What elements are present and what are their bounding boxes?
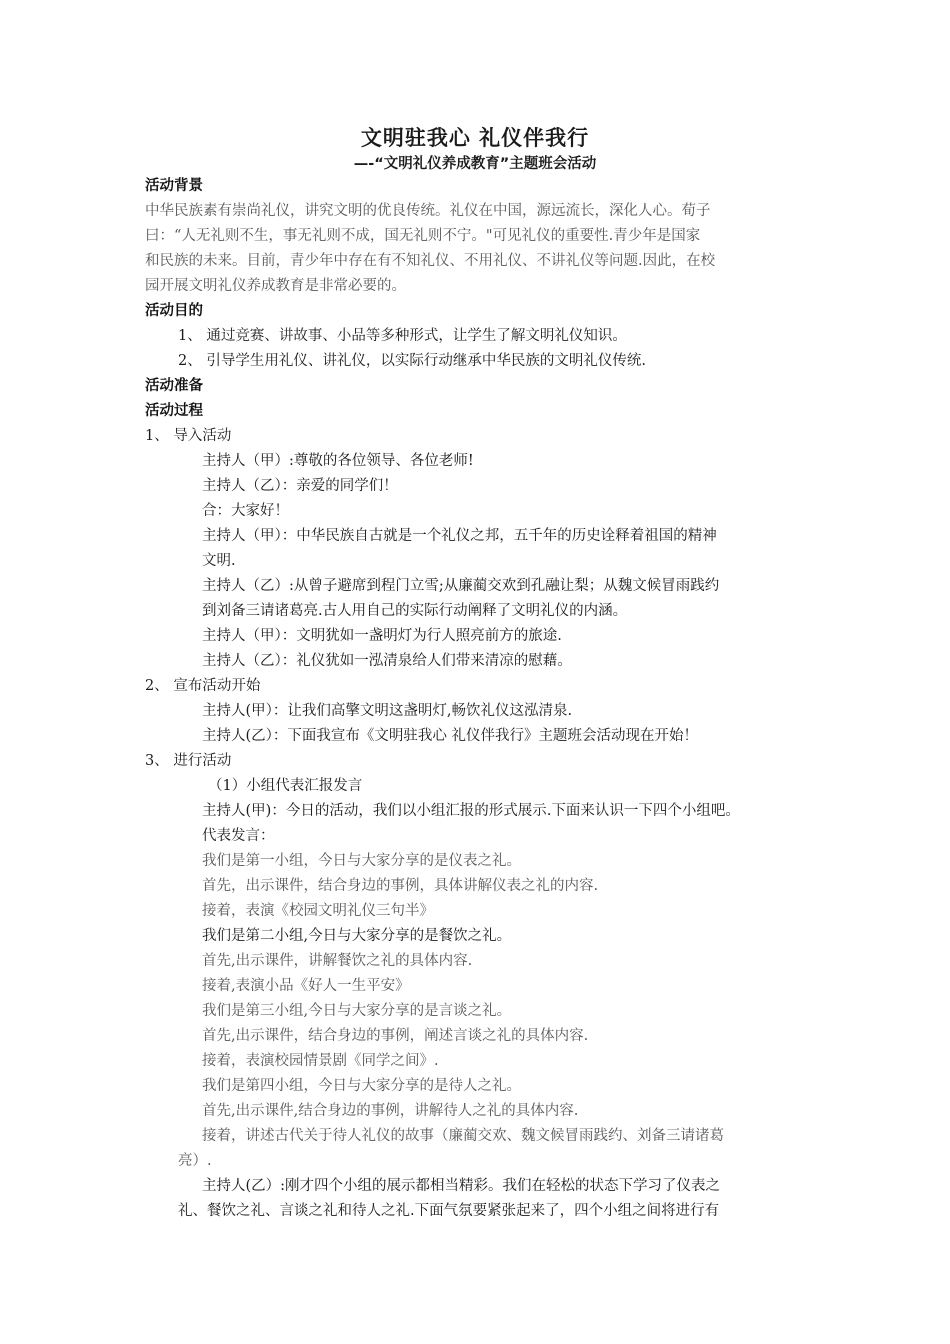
dialogue-line: 主持人（甲）：中华民族自古就是一个礼仪之邦，五千年的历史诠释着祖国的精神 [202, 528, 717, 544]
paragraph-line: 中华民族素有崇尚礼仪，讲究文明的优良传统。礼仪在中国，源远流长，深化人心。荀子 [145, 203, 711, 219]
report-line: 接着，讲述古代关于待人礼仪的故事（廉蔺交欢、魏文候冒雨践约、刘备三请诸葛 [202, 1128, 724, 1144]
report-line: 接着，表演《校园文明礼仪三句半》 [202, 903, 434, 919]
report-line: 首先,出示课件，结合身边的事例，阐述言谈之礼的具体内容. [202, 1028, 589, 1044]
step-label-announce: 2、 宣布活动开始 [145, 678, 261, 694]
dialogue-line: 主持人(乙）:刚才四个小组的展示都相当精彩。我们在轻松的状态下学习了仪表之 [202, 1178, 721, 1194]
dialogue-line: 主持人（甲）:尊敬的各位领导、各位老师! [202, 453, 474, 469]
paragraph-line: 园开展文明礼仪养成教育是非常必要的。 [145, 278, 406, 294]
step-label-activity: 3、 进行活动 [145, 753, 232, 769]
dialogue-line: 代表发言： [202, 828, 275, 844]
section-heading-preparation: 活动准备 [145, 378, 203, 394]
dialogue-line: 到刘备三请诸葛亮.古人用自己的实际行动阐释了文明礼仪的内涵。 [202, 603, 628, 619]
dialogue-line: 主持人（乙）：礼仪犹如一泓清泉给人们带来清凉的慰藉。 [202, 653, 572, 669]
dialogue-line: 主持人(甲)：今日的活动，我们以小组汇报的形式展示.下面来认识一下四个小组吧。 [202, 803, 740, 819]
report-line: 首先，出示课件，结合身边的事例，具体讲解仪表之礼的内容. [202, 878, 599, 894]
report-line: 我们是第四小组，今日与大家分享的是待人之礼。 [202, 1078, 521, 1094]
page-subtitle: —-“文明礼仪养成教育”主题班会活动 [353, 156, 597, 172]
purpose-item: 1、 通过竞赛、讲故事、小品等多种形式，让学生了解文明礼仪知识。 [178, 328, 627, 344]
section-heading-process: 活动过程 [145, 403, 203, 419]
report-line: 首先,出示课件，讲解餐饮之礼的具体内容. [202, 953, 473, 969]
report-line: 我们是第三小组,今日与大家分享的是言谈之礼。 [202, 1003, 512, 1019]
dialogue-line: 主持人(甲）：让我们高擎文明这盏明灯,畅饮礼仪这泓清泉. [202, 703, 573, 719]
sub-heading: （1）小组代表汇报发言 [208, 778, 363, 794]
paragraph-line: 曰：“人无礼则不生，事无礼则不成，国无礼则不宁。"可见礼仪的重要性.青少年是国家 [145, 228, 701, 244]
report-line: 我们是第二小组,今日与大家分享的是餐饮之礼。 [202, 928, 512, 944]
paragraph-line: 和民族的未来。目前，青少年中存在有不知礼仪、不用礼仪、不讲礼仪等问题.因此，在校 [145, 253, 716, 269]
report-line: 亮）. [178, 1153, 212, 1169]
dialogue-line: 礼、餐饮之礼、言谈之礼和待人之礼.下面气氛要紧张起来了，四个小组之间将进行有 [178, 1203, 720, 1219]
dialogue-line: 主持人（乙）:从曾子避席到程门立雪;从廉蔺交欢到孔融让梨；从魏文候冒雨践约 [202, 578, 720, 594]
dialogue-line: 文明. [202, 553, 236, 569]
report-line: 接着,表演小品《好人一生平安》 [202, 978, 410, 994]
dialogue-line: 主持人(乙）：下面我宣布《文明驻我心 礼仪伴我行》主题班会活动现在开始！ [202, 728, 699, 744]
dialogue-line: 主持人（乙）：亲爱的同学们！ [202, 478, 398, 494]
page-title: 文明驻我心 礼仪伴我行 [360, 126, 590, 150]
report-line: 接着，表演校园情景剧《同学之间》. [202, 1053, 439, 1069]
dialogue-line: 合：大家好！ [202, 503, 289, 519]
step-label-intro: 1、 导入活动 [145, 428, 232, 444]
purpose-item: 2、 引导学生用礼仪、讲礼仪，以实际行动继承中华民族的文明礼仪传统. [178, 353, 646, 369]
report-line: 首先,出示课件,结合身边的事例，讲解待人之礼的具体内容. [202, 1103, 579, 1119]
dialogue-line: 主持人（甲）：文明犹如一盏明灯为行人照亮前方的旅途. [202, 628, 562, 644]
report-line: 我们是第一小组，今日与大家分享的是仪表之礼。 [202, 853, 521, 869]
section-heading-background: 活动背景 [145, 178, 203, 194]
section-heading-purpose: 活动目的 [145, 303, 203, 319]
